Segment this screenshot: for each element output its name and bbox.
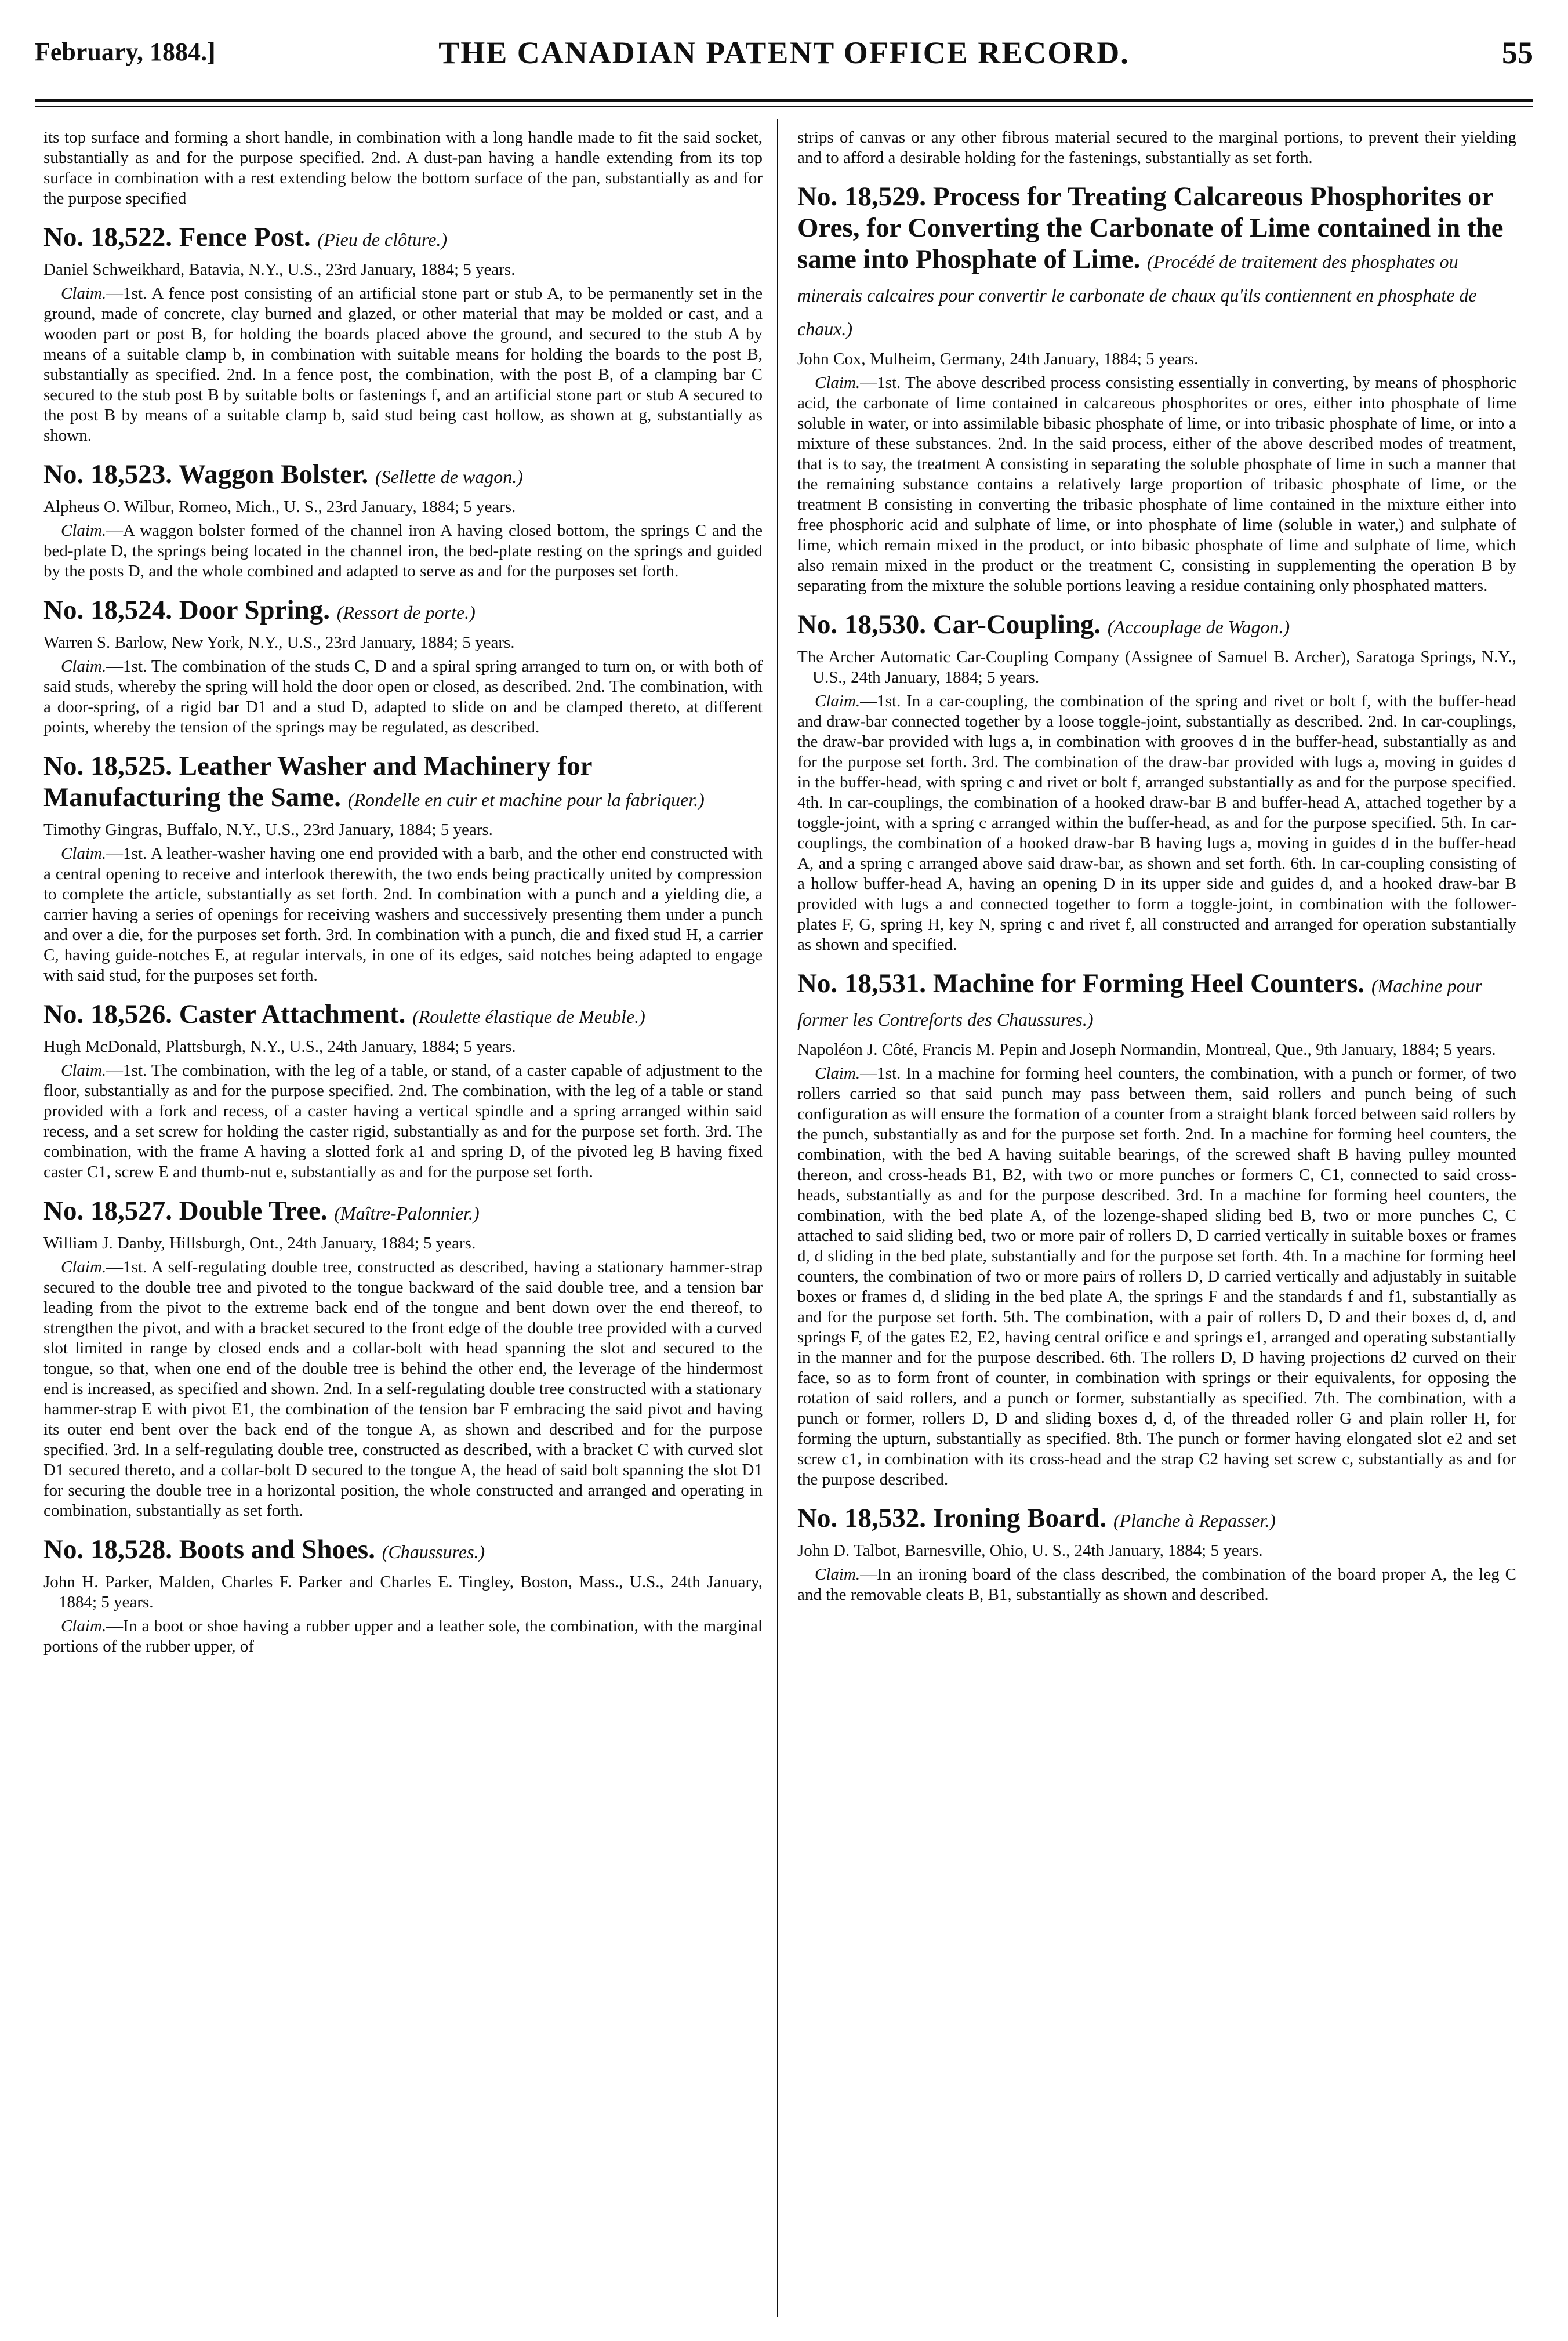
claim-text [43, 284, 763, 446]
left-column [43, 128, 763, 2320]
patent-entry [43, 222, 763, 446]
claim-body: —1st. The above described process consisting essentially in converting, by means of phosphoric acid, the carbonate of lime contained in calcareous phosphorites or ores, either into phosphate of lime soluble in water, or into assimilable bibasic phosphate of lime, or into tribasic phosphate of lime, or into a mixture of these substances. 2nd. In the said process, either of the above described modes of treatment, that is to say, the treatment A consisting in separating the soluble phosphate of lime in such a manner that the remaining substance contains a relatively large proportion of tribasic phosphate of lime, or the treatment B consisting in converting the tribasic phosphate of lime contained in the mixture either into free phosphoric acid and sulphate of lime, or into phosphate of lime (soluble in water,) and sulphate of lime, which remain mixed in the product, or into bibasic phosphate of lime and sulphate of lime, which also remain mixed in the product or the treatment C, consisting in supplementing the operation B by separating from the mixture the soluble portions leaving a residue containing only phosphated matters. [797, 373, 1516, 595]
french-title: (Machine pour former les Contreforts des Chaussures.) [797, 975, 1482, 1030]
header-rule-thin [35, 106, 1533, 107]
claim-body: —1st. A leather-washer having one end provided with a barb, and the other end constructed with a central opening to receive and interlook therewith, the two ends being practically united by compression to complete the article, substantially as set forth. 2nd. In combination with a punch and a yielding die, a carrier having a series of openings for receiving washers and successively presenting them under a punch and over a die, for the purposes set forth. 3rd. In combination with a punch, die and fixed stud H, a carrier C, having guide-notches E, at regular intervals, in one of its edges, said notches being adapted to engage with said stud, for the purposes set forth. [43, 844, 763, 985]
claim-text [797, 373, 1516, 596]
entry-heading [43, 459, 763, 492]
patent-number: No. 18,532. [797, 1503, 926, 1533]
patent-entry [797, 1502, 1516, 1605]
entry-heading [43, 750, 763, 815]
inventor-line: John Cox, Mulheim, Germany, 24th January, 1884; 5 years. [797, 350, 1199, 368]
claim-label: Claim. [61, 1258, 107, 1276]
inventor-line: Timothy Gingras, Buffalo, N.Y., U.S., 23rd January, 1884; 5 years. [43, 821, 493, 839]
claim-body: —In a boot or shoe having a rubber upper and a leather sole, the combination, with the marginal portions of the rubber upper, of [43, 1617, 763, 1656]
patent-number: No. 18,530. [797, 609, 926, 640]
entry-heading [43, 1534, 763, 1567]
claim-label: Claim. [815, 1565, 861, 1584]
inventor-line: William J. Danby, Hillsburgh, Ont., 24th January, 1884; 5 years. [43, 1234, 476, 1253]
patent-title: Fence Post. [179, 222, 311, 252]
entry-heading [797, 609, 1516, 643]
patent-title: Caster Attachment. [179, 999, 406, 1029]
inventor-line: Warren S. Barlow, New York, N.Y., U.S., 23rd January, 1884; 5 years. [43, 633, 515, 652]
column-divider [777, 119, 778, 2317]
patent-entry [43, 750, 763, 986]
continuation-text: its top surface and forming a short handle, in combination with a long handle made to fit the said socket, substantially as and for the purpose specified. 2nd. A dust-pan having a handle extending from its top surface in combination with a rest extending below the bottom surface of the pan, substantially as and for the purpose specified [43, 128, 763, 208]
claim-body: —A waggon bolster formed of the channel iron A having closed bottom, the springs C and the bed-plate D, the springs being located in the channel iron, the bed-plate resting on the springs and guided by the posts D, and the whole combined and adapted to serve as and for the purposes set forth. [43, 521, 763, 580]
french-title: (Sellette de wagon.) [375, 466, 523, 487]
patent-title: Process for Treating Calcareous Phosphorites or Ores, for Converting the Carbonate of Lime contained in the same into Phosphate of Lime. [797, 182, 1504, 274]
patent-number: No. 18,529. [797, 182, 926, 212]
french-title: (Ressort de porte.) [336, 602, 476, 623]
patent-title: Machine for Forming Heel Counters. [932, 968, 1365, 999]
claim-text [43, 1257, 763, 1521]
claim-text [797, 1064, 1516, 1490]
patent-entry [797, 609, 1516, 955]
claim-body: —1st. The combination of the studs C, D and a spiral spring arranged to turn on, or with both of said studs, whereby the spring will hold the door open or closed, as described. 2nd. The combination, with a door-spring, of a rigid bar D1 and a stud D, adapted to slide on and be clamped thereto, at different points, whereby the tension of the springs may be regulated, as described. [43, 657, 763, 736]
claim-label: Claim. [815, 692, 861, 710]
patent-number: No. 18,531. [797, 968, 926, 999]
patent-entry [43, 459, 763, 582]
claim-label: Claim. [61, 1617, 107, 1635]
patent-number: No. 18,523. [43, 459, 172, 489]
claim-label: Claim. [815, 1064, 861, 1083]
french-title: (Pieu de clôture.) [317, 229, 448, 250]
french-title: (Accouplage de Wagon.) [1107, 616, 1290, 637]
patent-entry [43, 594, 763, 738]
french-title: (Roulette élastique de Meuble.) [412, 1006, 645, 1027]
inventor-line: John H. Parker, Malden, Charles F. Parker and Charles E. Tingley, Boston, Mass., U.S., 24th January, 1884; 5 years. [43, 1573, 763, 1612]
claim-label: Claim. [61, 284, 107, 303]
patent-entry [43, 1534, 763, 1657]
entry-heading [43, 1195, 763, 1229]
patent-number: No. 18,527. [43, 1196, 172, 1226]
claim-text [797, 691, 1516, 955]
patent-title: Double Tree. [179, 1196, 328, 1226]
patent-title: Ironing Board. [932, 1503, 1107, 1533]
claim-body: —1st. A fence post consisting of an artificial stone part or stub A, to be permanently set in the ground, made of concrete, clay burned and glazed, or other material that may be molded or cast, and a wooden part or post B, for holding the boards placed above the ground, and secured to the stub A by means of a suitable clamp b, in combination with suitable means for holding the boards to the post B, substantially as specified. 2nd. In a fence post, the combination, with the post B, of a clamping bar C secured to the stub post B by suitable bolts or fastenings f, and an artificial stone part or stub A secured to the post B by means of a suitable clamp b, said stud being cast hollow, as shown at g, substantially as shown. [43, 284, 763, 445]
claim-text [43, 1061, 763, 1182]
entry-heading [43, 999, 763, 1032]
patent-title: Boots and Shoes. [179, 1534, 375, 1565]
patent-number: No. 18,524. [43, 595, 172, 625]
french-title: (Procédé de traitement des phosphates ou minerais calcaires pour convertir le carbonate de chaux qu'ils contiennent en phosphate de chaux.) [797, 251, 1477, 339]
inventor-line: Daniel Schweikhard, Batavia, N.Y., U.S., 23rd January, 1884; 5 years. [43, 260, 516, 279]
inventor-line: Hugh McDonald, Plattsburgh, N.Y., U.S., 24th January, 1884; 5 years. [43, 1037, 516, 1056]
patent-entry [43, 999, 763, 1182]
patent-entry [797, 968, 1516, 1490]
header-title: THE CANADIAN PATENT OFFICE RECORD. [438, 35, 1130, 70]
claim-text [43, 844, 763, 986]
entry-heading [43, 222, 763, 255]
inventor-line: The Archer Automatic Car-Coupling Company (Assignee of Samuel B. Archer), Saratoga Springs, N.Y., U.S., 24th January, 1884; 5 years. [797, 648, 1516, 687]
claim-label: Claim. [61, 521, 107, 540]
french-title: (Rondelle en cuir et machine pour la fabriquer.) [347, 789, 705, 810]
claim-label: Claim. [815, 373, 861, 392]
claim-text [43, 521, 763, 582]
claim-body: —In an ironing board of the class described, the combination of the board proper A, the leg C and the removable cleats B, B1, substantially as shown and described. [797, 1565, 1516, 1604]
running-header [35, 29, 1533, 75]
header-date: February, 1884.] [35, 38, 216, 66]
patent-title: Waggon Bolster. [178, 459, 369, 489]
patent-entry [43, 1195, 763, 1521]
inventor-line: Napoléon J. Côté, Francis M. Pepin and Joseph Normandin, Montreal, Que., 9th January, 1884; 5 years. [797, 1040, 1496, 1059]
claim-body: —1st. The combination, with the leg of a table, or stand, of a caster capable of adjustment to the floor, substantially as and for the purpose specified. 2nd. The combination, with the leg of a table or stand provided with a fork and recess, of a caster having a vertical spindle and a spring arranged within said recess, and a set screw for holding the caster rigid, substantially as and for the purpose set forth. 3rd. The combination, with the frame A having a slotted fork a1 and spring D, of the pivoted leg B having fixed caster C1, screw E and thumb-nut e, substantially as and for the purpose set forth. [43, 1061, 763, 1181]
claim-body: —1st. In a machine for forming heel counters, the combination, with a punch or former, of two rollers carried so that said punch may pass between them, said rollers and punch being of such configuration as will ensure the formation of a counter from a straight blank forced between said rollers by the punch, substantially as and for the purpose set forth. 2nd. In a machine for forming heel counters, the combination, with the bed A having suitable bearings, of the screwed shaft B having pulley mounted thereon, and cross-heads B1, B2, with two or more punches or formers C, C1, connected to said cross-heads, substantially as and for the purpose described. 3rd. In a machine for forming heel counters, the combination, with the bed plate A, of the lozenge-shaped sliding bed B, two or more punches C, C attached to said sliding bed, two or more pair of rollers D, D carried vertically in suitable boxes or frames d, d sliding in the bed plate, substantially and for the purpose set forth. 4th. In a machine for forming heel counters, the combination of two or more pairs of rollers D, D carried vertically and adjustably in suitable boxes or frames d, d sliding in the bed plate A, the springs F and the standards f and f1, substantially as and for the purpose set forth. 5th. The combination, with a pair of rollers D, D and their boxes d, d, and springs F, of the gates E2, E2, having central orifice e and springs e1, arranged and operating substantially in the manner and for the purpose described. 6th. The rollers D, D having projections d2 curved on their face, so as to form front of counter, in combination with springs or their equivalents, for opposing the rotation of said rollers, and a punch or former, substantially as specified. 7th. The combination, with a punch or former, rollers D, D and sliding boxes d, d, of the threaded roller G and plain roller H, for forming the upturn, substantially as specified. 8th. The punch or former having elongated slot e2 and set screw c1, in combination with its cross-head and the strap C2 having set screw c, substantially as and for the purpose described. [797, 1064, 1516, 1489]
inventor-line: John D. Talbot, Barnesville, Ohio, U. S., 24th January, 1884; 5 years. [797, 1541, 1263, 1560]
page-number: 55 [1502, 35, 1533, 70]
claim-label: Claim. [61, 1061, 107, 1080]
patent-number: No. 18,525. [43, 751, 172, 781]
french-title: (Planche à Repasser.) [1113, 1510, 1276, 1531]
patent-number: No. 18,526. [43, 999, 172, 1029]
entry-heading [797, 1502, 1516, 1536]
claim-label: Claim. [61, 844, 107, 863]
patent-entry [797, 181, 1516, 596]
patent-number: No. 18,528. [43, 1534, 172, 1565]
patent-title: Leather Washer and Machinery for Manufacturing the Same. [43, 751, 592, 812]
header-rule [35, 99, 1533, 102]
claim-label: Claim. [61, 657, 107, 676]
inventor-line: Alpheus O. Wilbur, Romeo, Mich., U. S., 23rd January, 1884; 5 years. [43, 498, 516, 516]
continuation-text: strips of canvas or any other fibrous material secured to the marginal portions, to prevent their yielding and to afford a desirable holding for the fastenings, substantially as set forth. [797, 128, 1516, 167]
right-column [797, 128, 1516, 2320]
entry-heading [797, 968, 1516, 1035]
patent-number: No. 18,522. [43, 222, 172, 252]
patent-title: Door Spring. [179, 595, 330, 625]
french-title: (Chaussures.) [382, 1541, 485, 1562]
french-title: (Maître-Palonnier.) [334, 1203, 480, 1224]
patent-title: Car-Coupling. [932, 609, 1101, 640]
entry-heading [43, 594, 763, 628]
claim-text [43, 656, 763, 738]
claim-body: —1st. In a car-coupling, the combination of the spring and rivet or bolt f, with the buffer-head and draw-bar connected together by a loose toggle-joint, substantially as described. 2nd. In car-couplings, the draw-bar provided with lugs a, in combination with grooves d in the buffer-head, substantially as and for the purpose set forth. 3rd. The combination of the draw-bar provided with lugs a, moving in guides d in the buffer-head, with spring c and rivet or bolt f, arranged substantially as and for the purpose specified. 4th. In car-couplings, the combination of a hooked draw-bar B and buffer-head A, attached together by a toggle-joint, with a spring c arranged within the buffer-head, as and for the purpose specified. 5th. In car-couplings, the combination of a hooked draw-bar B having lugs a, moving in guides d in the buffer-head A, and a spring c arranged above said draw-bar, as shown and set forth. 6th. In car-coupling consisting of a hollow buffer-head A, having an opening D in its upper side and guides d, and a hooked draw-bar B provided with lugs a and connected together to form a toggle-joint, in combination with the follower-plates F, G, spring H, key N, spring c and rivet f, all constructed and arranged for operation substantially as shown and specified. [797, 692, 1516, 954]
claim-text [43, 1616, 763, 1657]
claim-text [797, 1565, 1516, 1605]
claim-body: —1st. A self-regulating double tree, constructed as described, having a stationary hammer-strap secured to the double tree and pivoted to the tongue backward of the said double tree, and a tension bar leading from the pivot to the extreme back end of the tongue and bent down over the end thereof, to strengthen the pivot, and with a bracket secured to the front edge of the double tree provided with a curved slot limited in range by closed ends and a collar-bolt with head spanning the slot and secured to the tongue, so that, when one end of the double tree is behind the other end, the leverage of the hindermost end is increased, as specified and shown. 2nd. In a self-regulating double tree constructed with a stationary hammer-strap E with pivot E1, the combination of the tension bar F embracing the said pivot and having its outer end bent over the back end of the tongue A, as shown and described and for the purpose specified. 3rd. In a self-regulating double tree, constructed as described, with a bracket C with curved slot D1 secured thereto, and a collar-bolt D secured to the tongue A, the head of said bolt spanning the slot D1 for securing the double tree in a horizontal position, the whole constructed and arranged and operating in combination, substantially as set forth. [43, 1258, 763, 1520]
entry-heading [797, 181, 1516, 344]
